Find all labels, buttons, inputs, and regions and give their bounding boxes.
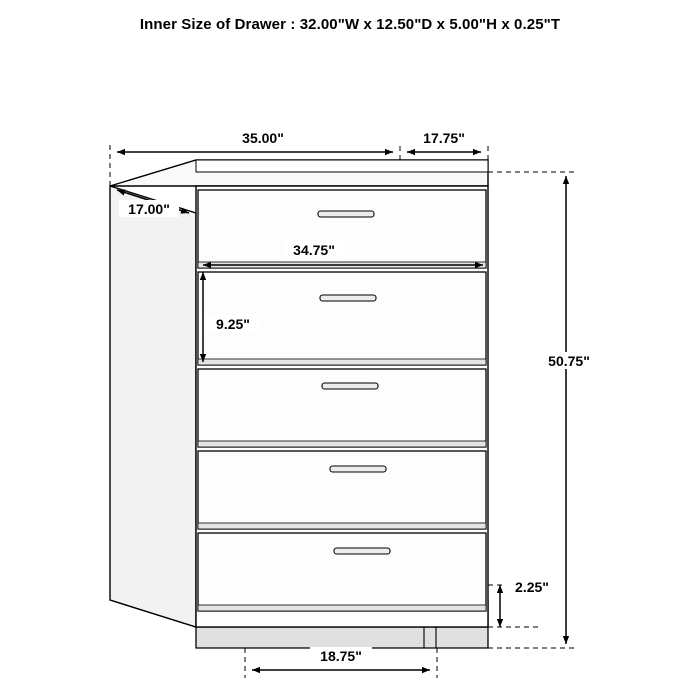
dimension-base-height [500,578,560,627]
drawer-pull-4 [330,466,386,472]
label-top-width: 35.00" [242,130,284,146]
drawer-pull-1 [318,211,374,217]
label-side-depth: 17.00" [128,201,170,217]
drawer-4 [198,451,486,529]
drawer-3 [198,369,486,447]
drawer-5 [198,533,486,611]
drawer-pull-2 [320,295,376,301]
left-side-panel [110,186,196,627]
label-drawer-width: 34.75" [293,242,335,258]
dimension-total-height [538,176,600,644]
label-base-height: 2.25" [515,579,549,595]
top-edge [196,160,488,172]
base-front-face [196,627,488,648]
chest-body [110,160,488,648]
page-title: Inner Size of Drawer : 32.00"W x 12.50"D x 5.00"H x 0.25"T [139,16,561,33]
dimension-top-width [117,129,393,152]
dimension-top-depth [407,129,481,152]
drawer-pull-3 [322,383,378,389]
dimension-base-width [252,647,430,670]
label-base-width: 18.75" [320,648,362,664]
label-drawer-height: 9.25" [216,316,250,332]
label-top-depth: 17.75" [423,130,465,146]
label-total-height: 50.75" [548,353,590,369]
dimension-side-depth [117,190,189,217]
drawer-pull-5 [334,548,390,554]
